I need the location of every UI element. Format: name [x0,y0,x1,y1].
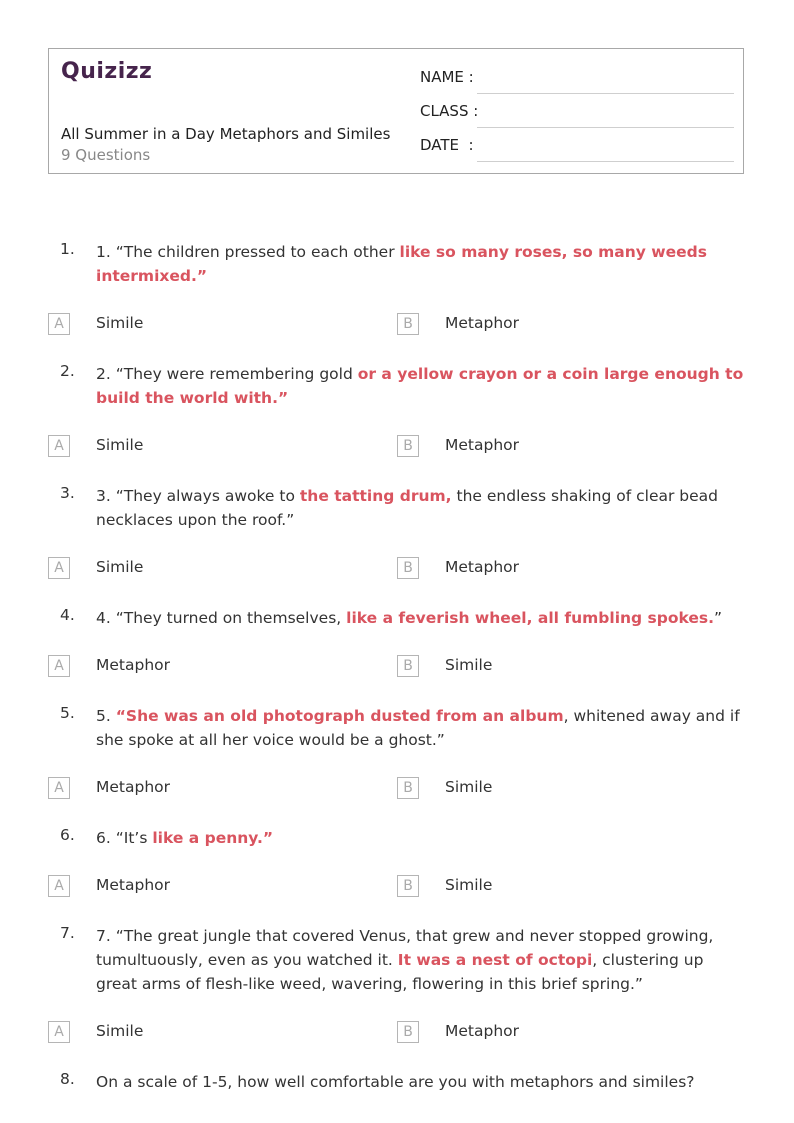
name-field[interactable] [420,68,734,92]
option-text: Simile [96,558,144,576]
question-count: 9 Questions [61,146,151,164]
option-letter-box[interactable]: B [397,435,419,457]
question-suffix: , clustering up great arms of flesh-like weed, wavering, flowering in this brief spring.” [96,951,704,993]
question-prefix: 6. “It’s [96,829,153,847]
option-letter-box[interactable]: B [397,313,419,335]
option-text: Metaphor [96,778,171,796]
date-line[interactable] [477,161,734,162]
option-letter-box[interactable]: B [397,777,419,799]
question-text [96,240,746,288]
question-number: 7. [60,924,75,942]
option-letter-box[interactable]: B [397,557,419,579]
question-number: 5. [60,704,75,722]
option-letter-box[interactable]: A [48,435,70,457]
question-number: 2. [60,362,75,380]
name-line[interactable] [477,93,734,94]
worksheet-title: All Summer in a Day Metaphors and Similes [61,125,391,143]
option-text: Metaphor [96,656,171,674]
option-text: Simile [96,314,144,332]
class-field[interactable] [420,102,734,126]
question-highlight: like a penny.” [152,829,274,847]
question-prefix: 3. “They always awoke to [96,487,300,505]
question-prefix: 5. [96,707,116,725]
option-text: Simile [445,876,493,894]
question-highlight: It was a nest of octopi [397,951,593,969]
question-prefix: 4. “They turned on themselves, [96,609,347,627]
question-text [96,1070,746,1094]
option-text: Metaphor [96,876,171,894]
option-text: Metaphor [445,314,520,332]
question-text [96,606,746,630]
question-text [96,924,746,996]
question-text [96,362,746,410]
option-text: Simile [445,656,493,674]
option-text: Metaphor [445,558,520,576]
class-label: CLASS : [420,102,479,120]
question-prefix: 7. “The great jungle that covered Venus, that grew and never stopped growing, tumultuously, even as you watched it. [96,927,714,969]
option-text: Metaphor [445,436,520,454]
question-number: 8. [60,1070,75,1088]
name-label: NAME : [420,68,474,86]
question-highlight: the tatting drum, [299,487,452,505]
option-letter-box[interactable]: A [48,557,70,579]
option-letter-box[interactable]: A [48,655,70,677]
option-letter-box[interactable]: A [48,875,70,897]
option-letter-box[interactable]: B [397,655,419,677]
option-letter-box[interactable]: A [48,777,70,799]
question-number: 3. [60,484,75,502]
question-text [96,484,746,532]
question-highlight: or a yellow crayon or a coin large enough to build the world with.” [96,365,744,407]
option-text: Simile [96,1022,144,1040]
option-text: Simile [445,778,493,796]
question-text [96,826,746,850]
option-letter-box[interactable]: A [48,313,70,335]
option-text: Simile [96,436,144,454]
date-field[interactable] [420,136,734,160]
question-prefix: 2. “They were remembering gold [96,365,358,383]
question-suffix: , whitened away and if she spoke at all her voice would be a ghost.” [96,707,740,749]
option-text: Metaphor [445,1022,520,1040]
worksheet-header [48,48,744,174]
date-label: DATE : [420,136,474,154]
question-prefix: On a scale of 1-5, how well comfortable are you with metaphors and similes? [96,1073,695,1091]
question-suffix: the endless shaking of clear bead necklaces upon the roof.” [96,487,718,529]
quizizz-logo: Quizizz [61,59,153,84]
question-suffix: ” [714,609,723,627]
question-highlight: “She was an old photograph dusted from an album [115,707,564,725]
class-line[interactable] [477,127,734,128]
question-prefix: 1. “The children pressed to each other [96,243,400,261]
option-letter-box[interactable]: B [397,875,419,897]
question-number: 1. [60,240,75,258]
question-highlight: like so many roses, so many weeds intermixed.” [96,243,707,285]
question-number: 6. [60,826,75,844]
question-highlight: like a feverish wheel, all fumbling spokes. [346,609,715,627]
question-text [96,704,746,752]
option-letter-box[interactable]: B [397,1021,419,1043]
option-letter-box[interactable]: A [48,1021,70,1043]
question-number: 4. [60,606,75,624]
